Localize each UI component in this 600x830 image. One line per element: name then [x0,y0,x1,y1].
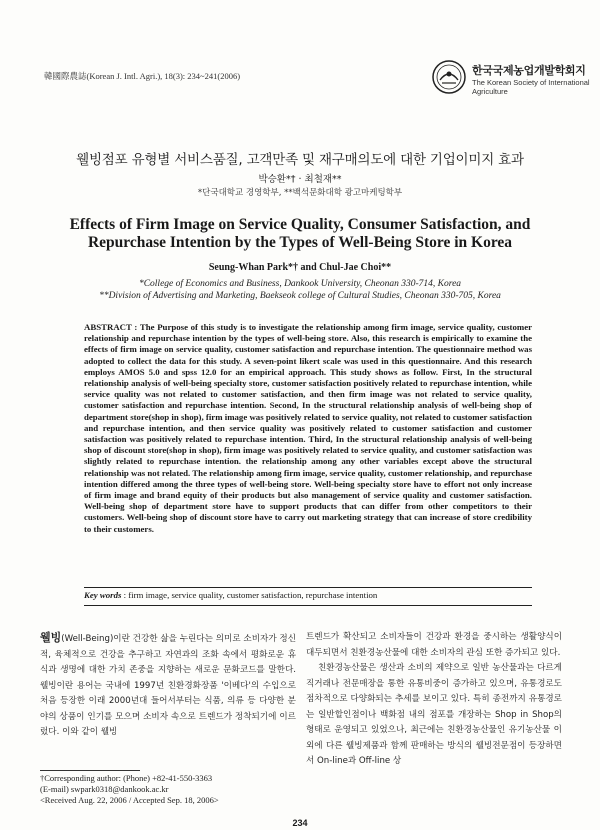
journal-citation: 韓國際農誌(Korean J. Intl. Agri.), 18(3): 234~241(2006) [44,71,241,81]
body-right-paragraph-1: 트렌드가 확산되고 소비자들이 건강과 환경을 중시하는 생활양식이 대두되면서 친환경농산물에 대한 소비자의 관심 또한 증가되고 있다. [306,632,562,658]
affiliation-english-2: **Division of Advertising and Marketing, Baekseok college of Cultural Studies, Cheonan 330-705, Korea [99,291,501,301]
keywords [84,590,532,600]
abstract [84,322,532,535]
society-name-english-line2: Agriculture [472,87,508,96]
authors-korean: 박승환*† · 최철재** [258,174,342,185]
page-number: 234 [292,818,308,828]
authors-english: Seung-Whan Park*† and Chul-Jae Choi** [208,262,392,273]
affiliations-korean: *단국대학교 경영학부, **백석문화대학 광고마케팅학부 [197,188,403,198]
body-left-paragraph-1: (Well-Being)이란 건강한 삶을 누린다는 의미로 소비자가 정신적, 육체적으로 건강을 추구하고 자연과의 조화 속에서 평화로운 휴식과 생명에 대한 가치 존중을 지향하는 새로운 문화코드를 말한다. 웰빙이란 용어는 국내에 1997년 친환경화장품 '이베다'의 수입으로 처음 등장한 이래 2000년대 들어서부터는 식품, 의류 등 다양한 분야의 상품이 인기를 모으며 소비자 속으로 트렌드가 정착되기에 이르렀다. 이와 같이 웰빙 [40,634,296,737]
keywords-label: Key words [84,590,122,600]
keywords-bottom-rule [84,605,532,606]
affiliation-english-1: *College of Economics and Business, Dankook University, Cheonan 330-714, Korea [138,279,462,289]
body-column-right [306,630,562,770]
body-right-paragraph-2: 친환경농산물은 생산과 소비의 제약으로 일반 농산물과는 다르게 직거래나 전문매장을 통한 유통비중이 증가하고 있으며, 유통경로도 점차적으로 다양화되는 추세를 보이고 있다. 특히 종전까지 유통경로는 일반할인점이나 백화점 내의 점포를 개장하는 Shop in Shop의 형태로 운영되고 있었으나, 최근에는 친환경농산물인 유기농산물 이외에 다른 웰빙제품과 함께 판매하는 방식의 웰빙전문점이 등장하면서 On-line과 Off-line 상 [306,663,562,766]
keywords-text: : firm image, service quality, customer satisfaction, repurchase intention [123,590,378,600]
body-lead-word: 웰빙 [40,631,62,644]
footnote-rule [40,770,140,771]
footnotes [40,773,296,806]
keywords-top-rule [84,587,532,588]
footnote-email: (E-mail) swpark0318@dankook.ac.kr [40,784,169,794]
body-column-left [40,630,296,741]
abstract-text: The Purpose of this study is to investigate the relationship among firm image, service quality, customer relationship and repurchase intention by the types of well-being store. Also, this research is empirically to examine the effects of firm image on service quality, customer satisfaction and repurchase intention. The questionnaire method was adopted to collect the data for this study. A seven-point likert scale was used in this questionnaire. And this research employs AMOS 5.0 and spss 12.0 for an empirical approach. This study shows as follow. First, In the structural relationship analysis of well-being specialty store, customer satisfaction positively related to repurchase intention, while service quality was not related to customer satisfaction, and then firm image was not related to service quality, customer satisfaction and repurchase intention. Second, In the structural relationship analysis of well-being shop of department store(shop in shop), firm image was positively related to service quality, not related to customer satisfaction and repurchase intention, and then service quality was positively related to customer satisfaction and customer satisfaction was positively related to repurchase intention. Third, In the structural relationship analysis of well-being shop of discount store(shop in shop), firm image was positively related to service quality, and customer satisfaction was slightly related to repurchase intention. the relationship among any other variables except above the structural relationship was not related. The relationship among firm image, service quality, customer relationship, and repurchase intention differed among the three types of well-being store. Well-being specialty store have to effort not only increase of firm image and brand equity of their products but also management of service quality and customer satisfaction. Well-being shop of department store have to support products that can differ from other competitors to their customers. Well-being shop of discount store have to carry out marketing strategy that can increase of store credibility to their customers. [84,322,533,534]
society-name-english-line1: The Korean Society of International [472,78,590,87]
footnote-received-dates: <Received Aug. 22, 2006 / Accepted Sep. 18, 2006> [40,795,219,805]
society-seal-icon [432,60,466,94]
paper-title-korean: 웰빙점포 유형별 서비스품질, 고객만족 및 재구매의도에 대한 기업이미지 효과 [76,152,524,168]
society-logo-block [432,60,590,100]
abstract-label: ABSTRACT : [84,322,140,332]
footnote-corresponding-author: †Corresponding author: (Phone) +82-41-550-3363 [40,773,213,783]
paper-title-english: Effects of Firm Image on Service Quality, Consumer Satisfaction, and Repurchase Intention by the Types of Well-Being Store in Korea [69,216,531,251]
society-name-korean: 한국국제농업개발학회지 [472,64,586,77]
